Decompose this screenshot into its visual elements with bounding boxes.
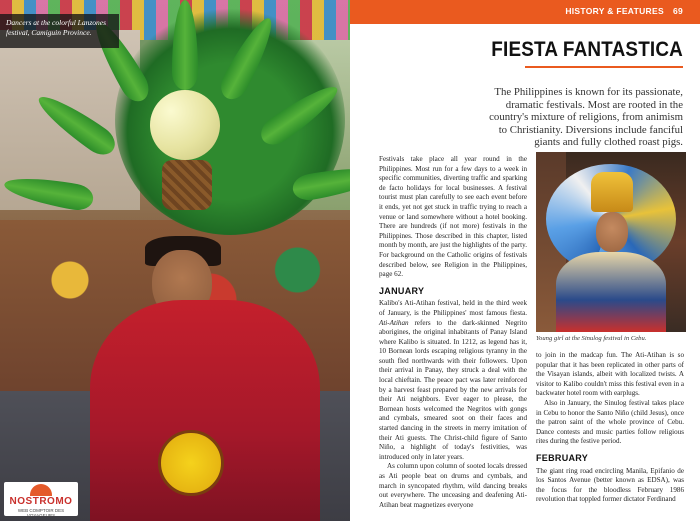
paragraph: The giant ring road encircling Manila, Epifanio de los Santos Avenue (better known as EDSA), was the focus for the bloodless February 1986 revolution that toppled former dictator Ferdinand [536,466,684,504]
paragraph: to join in the madcap fun. The Ati-Atihan is so popular that it has been replicated in other parts of the Visayan islands, albeit with localized twists. A visitor to Kalibo couldn't miss this festival even in a backwater hotel room with earplugs. [536,351,684,398]
chapter-title: FIESTA FANTASTICA [491,38,683,61]
title-rule [525,66,683,68]
paragraph: Also in January, the Sinulog festival takes place in Cebu to honor the Santo Niño (child Jesus), once the patron saint of the whole province of Cebu. Dance contests and music parties follow religious rites during the festive period. [536,398,684,446]
sinulog-costume [556,252,666,332]
nostromo-logo [4,482,78,516]
gold-medallion [158,430,224,496]
sinulog-photo [536,152,686,332]
intro-text: The Philippines is known for its passionate, dramatic festivals. Most are rooted in the country's mixture of religions, from animism to Christianity. Diversions include fanciful giants and fully clothed roast pigs. [489,86,683,148]
section-label: HISTORY & FEATURES [565,6,664,16]
woven-basket [162,160,212,210]
logo-name: NOSTROMO [9,496,73,507]
paragraph: Kalibo's Ati-Atihan festival, held in the third week of January, is the Philippines' most famous fiesta. Ati-Atihan refers to the dark-skinned Negrito aborigines, the original inhabitants of Panay Island where Kalibo is situated. In 1212, as legend has it, 10 Bornean lords escaping religious tyranny in the south fled northwards with their followers. Upon their arrival in Panay, they struck a deal with the local chieftain. The peace pact was later reinforced by a harvest feast prepared by the new arrivals for their Ati neighbors. Ever eager to please, the Bornean hosts welcomed the Negritos with gongs and cymbals, smeared soot on their faces and started dancing in the streets in merry imitation of their Ati guests. The Christ-child figure of Santo Niño, a highlight of today's festivities, was introduced only in later years. [379,299,527,461]
subheading-january: JANUARY [379,285,425,296]
text-column-2 [536,351,684,505]
logo-tagline: WEB COMPTOIR DES VOYAGEURS [17,508,65,518]
dancer-figure [90,0,350,521]
right-page [350,0,700,521]
page-number: 69 [672,6,683,16]
text-column-1 [379,155,527,510]
gold-crown [591,172,633,212]
paragraph: As column upon column of sooted locals dressed as Ati people beat on drums and cymbals, and march in syncopated rhythm, wild dancing breaks out everywhere. The unceasing and deafening Ati-Atihan beat magnetizes everyone [379,462,527,509]
subheading-february: FEBRUARY [536,452,589,463]
lanzones-fruit-cluster [150,90,220,160]
photo-caption: Young girl at the Sinulog festival in Cebu. [536,335,647,342]
paragraph: Festivals take place all year round in the Philippines. Most run for a few days to a week in specific communities, diverting traffic and sparking de facto holidays for local businesses. A festival tourist must plan carefully to see each event before it ends, yet not get stuck in traffic trying to reach a venue or land somewhere without a hotel booking. There are hundreds (if not more) festivals in the Philippines. Those described in this chapter, listed month by month, are just the highlights of the party. For background on the Catholic origins of festivals described below, see Religion in the Philippines, page 62. [379,155,527,279]
photo-caption: Dancers at the colorful Lanzones festival, Camiguin Province. [0,14,119,48]
running-header [565,6,683,16]
sun-icon [30,484,52,496]
girl-face [596,212,628,252]
